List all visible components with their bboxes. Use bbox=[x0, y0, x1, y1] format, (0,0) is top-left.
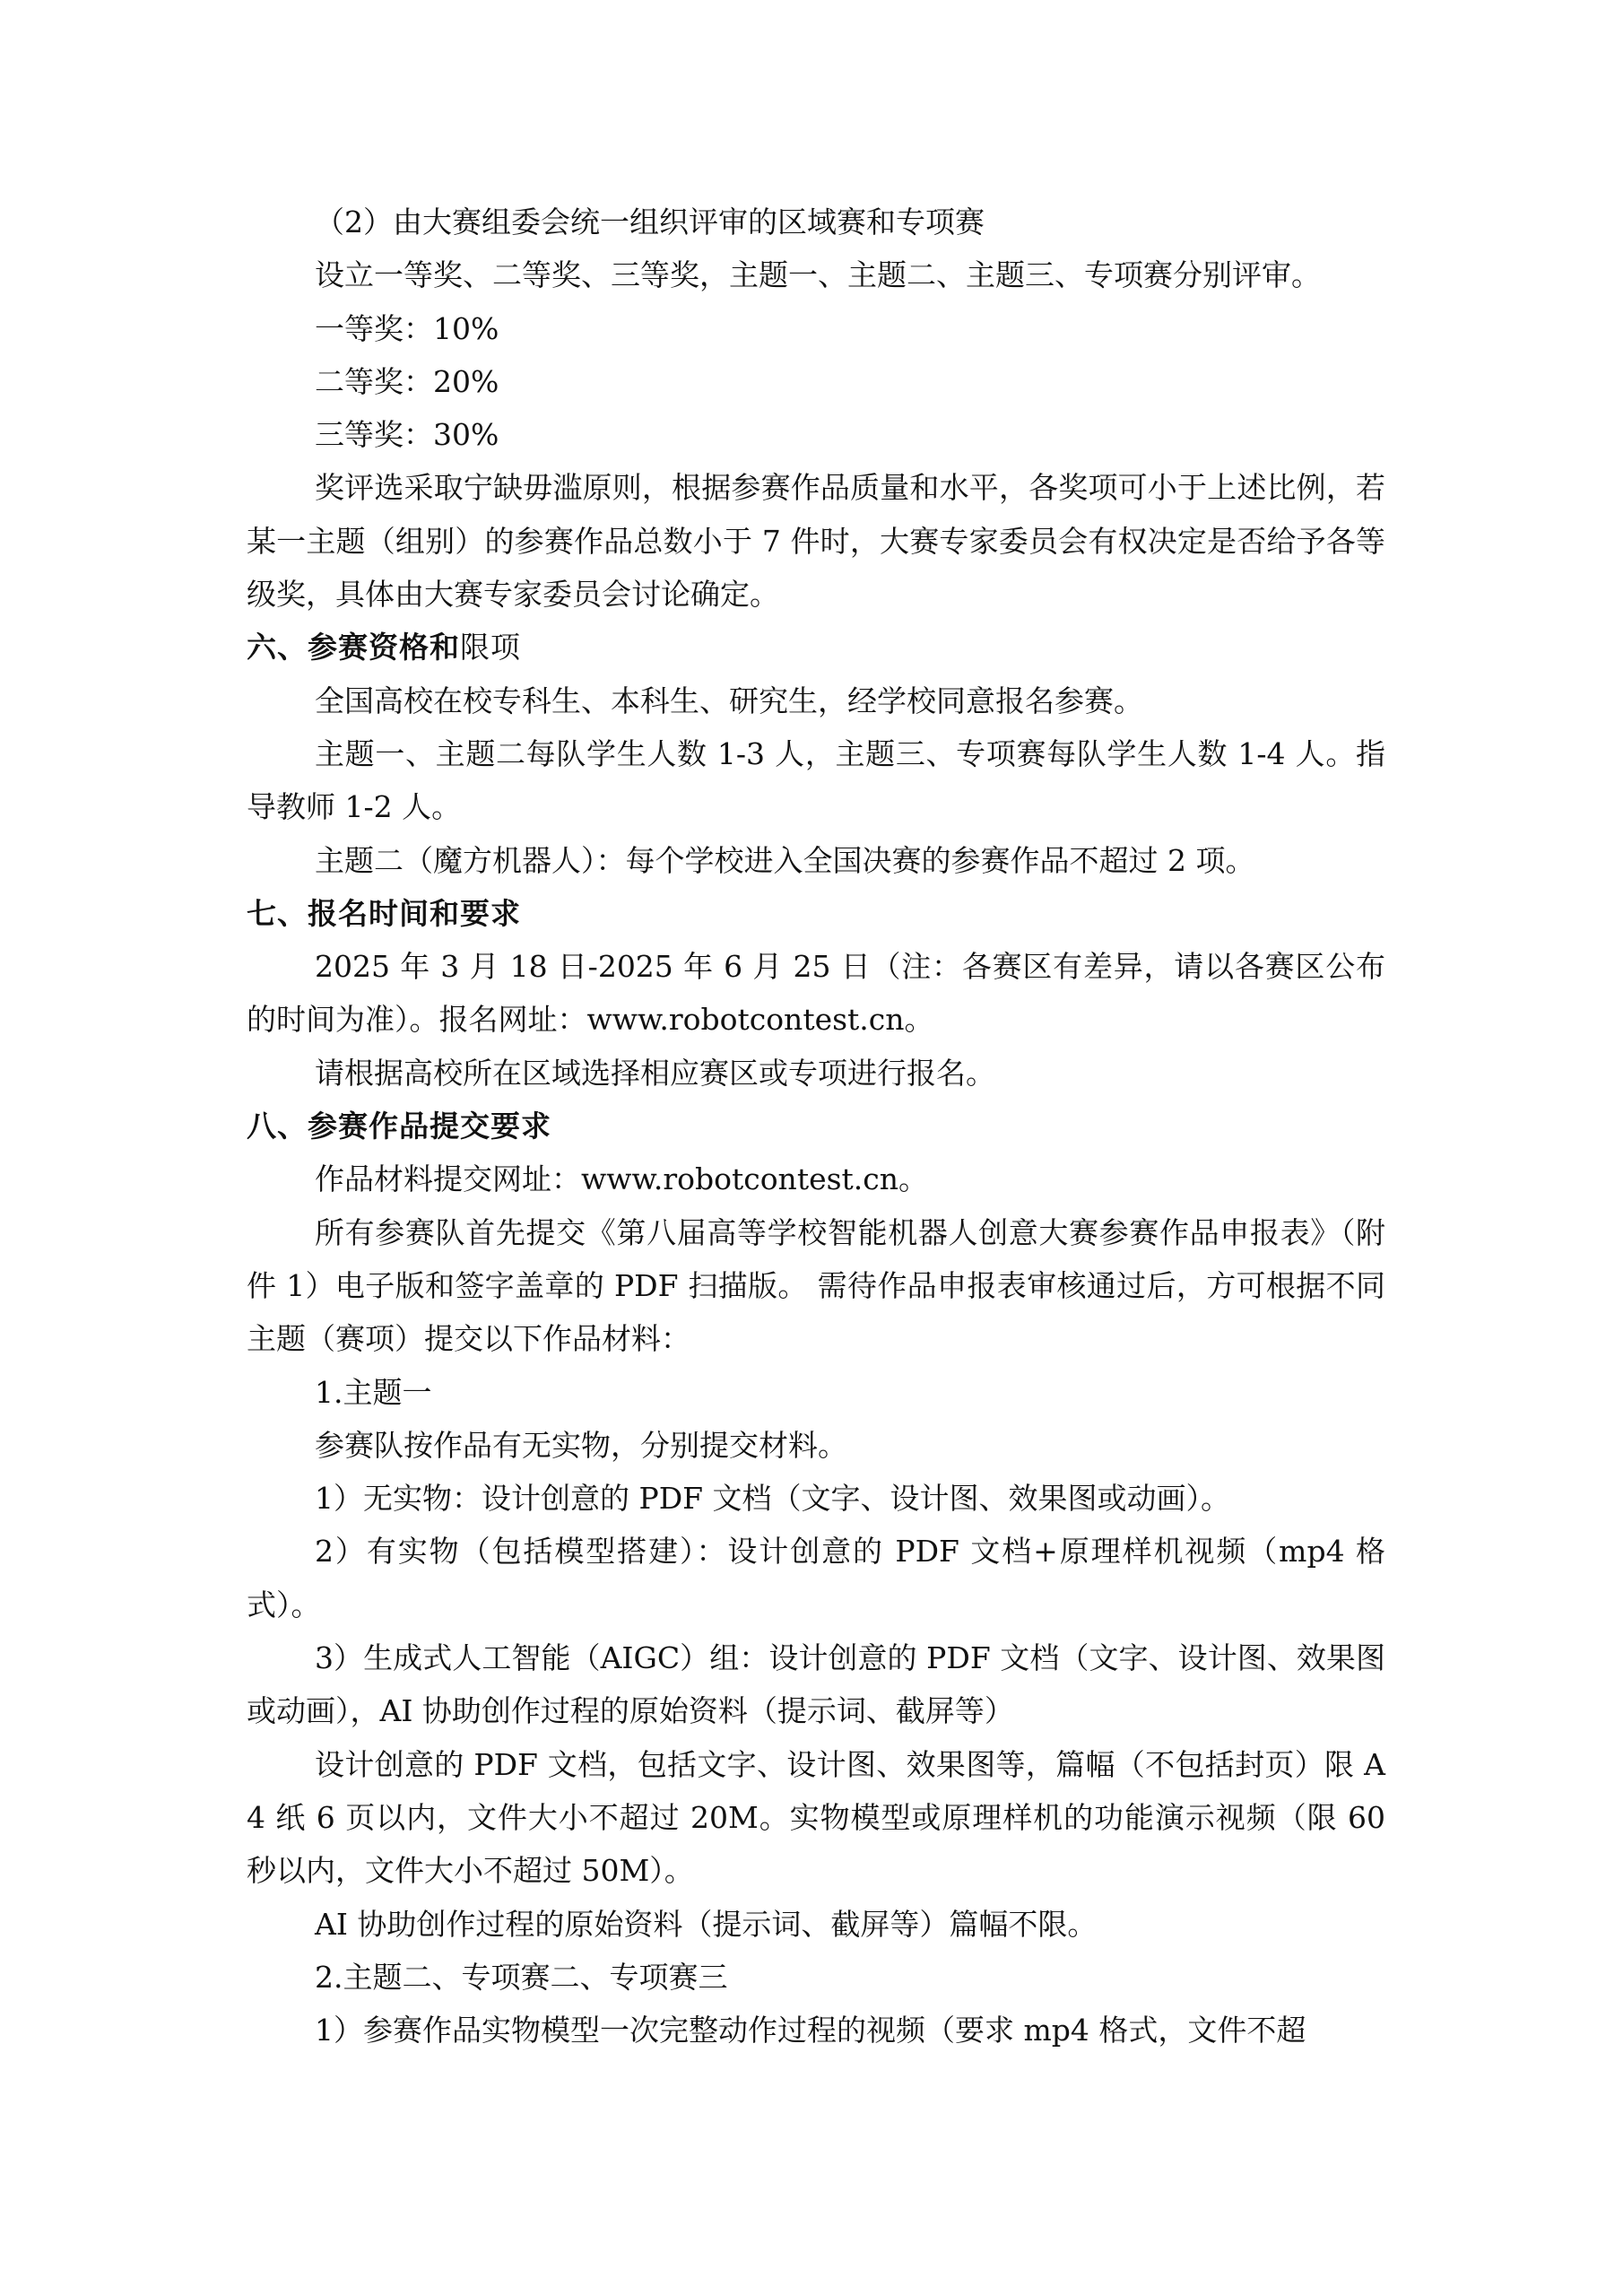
body-paragraph: 2）有实物（包括模型搭建）：设计创意的 PDF 文档+原理样机视频（mp4 格式）。 bbox=[247, 1534, 1385, 1622]
body-paragraph: 设立一等奖、二等奖、三等奖，主题一、主题二、主题三、专项赛分别评审。 bbox=[315, 257, 1321, 293]
body-paragraph: AI 协助创作过程的原始资料（提示词、截屏等）篇幅不限。 bbox=[315, 1906, 1098, 1942]
body-paragraph: 一等奖：10% bbox=[315, 310, 499, 346]
section-heading bbox=[247, 887, 1385, 940]
body-paragraph: 2.主题二、专项赛二、专项赛三 bbox=[315, 1959, 728, 1995]
body-paragraph: 三等奖：30% bbox=[315, 417, 499, 453]
section-heading-text: 七、报名时间和要求 bbox=[247, 895, 521, 931]
body-paragraph: 参赛队按作品有无实物，分别提交材料。 bbox=[315, 1427, 847, 1463]
body-paragraph: 二等奖：20% bbox=[315, 363, 499, 399]
body-paragraph: 3）生成式人工智能（AIGC）组：设计创意的 PDF 文档（文字、设计图、效果图或动画），AI 协助创作过程的原始资料（提示词、截屏等） bbox=[247, 1640, 1385, 1729]
body-paragraph: 所有参赛队首先提交《第八届高等学校智能机器人创意大赛参赛作品申报表》（附件 1）电子版和签字盖章的 PDF 扫描版。 需待作品申报表审核通过后，方可根据不同主题（赛项）提交以下作品材料： bbox=[247, 1214, 1385, 1357]
section-heading-tail: 限项 bbox=[460, 630, 521, 665]
section-heading bbox=[247, 621, 1385, 674]
body-paragraph: 1.主题一 bbox=[315, 1374, 432, 1410]
body-paragraph: 全国高校在校专科生、本科生、研究生，经学校同意报名参赛。 bbox=[315, 683, 1143, 718]
body-paragraph: 1）参赛作品实物模型一次完整动作过程的视频（要求 mp4 格式，文件不超 bbox=[315, 2013, 1306, 2048]
body-paragraph: （2）由大赛组委会统一组织评审的区域赛和专项赛 bbox=[315, 204, 985, 239]
body-paragraph: 请根据高校所在区域选择相应赛区或专项进行报名。 bbox=[315, 1055, 995, 1091]
section-heading bbox=[247, 1100, 1385, 1152]
section-heading-text: 八、参赛作品提交要求 bbox=[247, 1109, 551, 1144]
body-paragraph: 2025 年 3 月 18 日-2025 年 6 月 25 日（注：各赛区有差异，请以各赛区公布的时间为准）。报名网址：www.robotcontest.cn。 bbox=[247, 949, 1385, 1038]
body-paragraph: 作品材料提交网址：www.robotcontest.cn。 bbox=[315, 1161, 929, 1197]
body-paragraph: 主题一、主题二每队学生人数 1-3 人，主题三、专项赛每队学生人数 1-4 人。指导教师 1-2 人。 bbox=[247, 735, 1385, 825]
document-page bbox=[247, 196, 1385, 2057]
body-paragraph: 奖评选采取宁缺毋滥原则，根据参赛作品质量和水平，各奖项可小于上述比例，若某一主题（组别）的参赛作品总数小于 7 件时，大赛专家委员会有权决定是否给予各等级奖，具体由大赛专家委员会讨论确定。 bbox=[247, 470, 1385, 613]
body-paragraph: 1）无实物：设计创意的 PDF 文档（文字、设计图、效果图或动画）。 bbox=[315, 1481, 1231, 1517]
section-heading-text: 六、参赛资格和 bbox=[247, 630, 460, 665]
body-paragraph: 主题二（魔方机器人）：每个学校进入全国决赛的参赛作品不超过 2 项。 bbox=[315, 842, 1255, 878]
body-paragraph: 设计创意的 PDF 文档，包括文字、设计图、效果图等，篇幅（不包括封页）限 A4 纸 6 页以内，文件大小不超过 20M。实物模型或原理样机的功能演示视频（限 60 秒以内，文件大小不超过 50M）。 bbox=[247, 1746, 1385, 1889]
